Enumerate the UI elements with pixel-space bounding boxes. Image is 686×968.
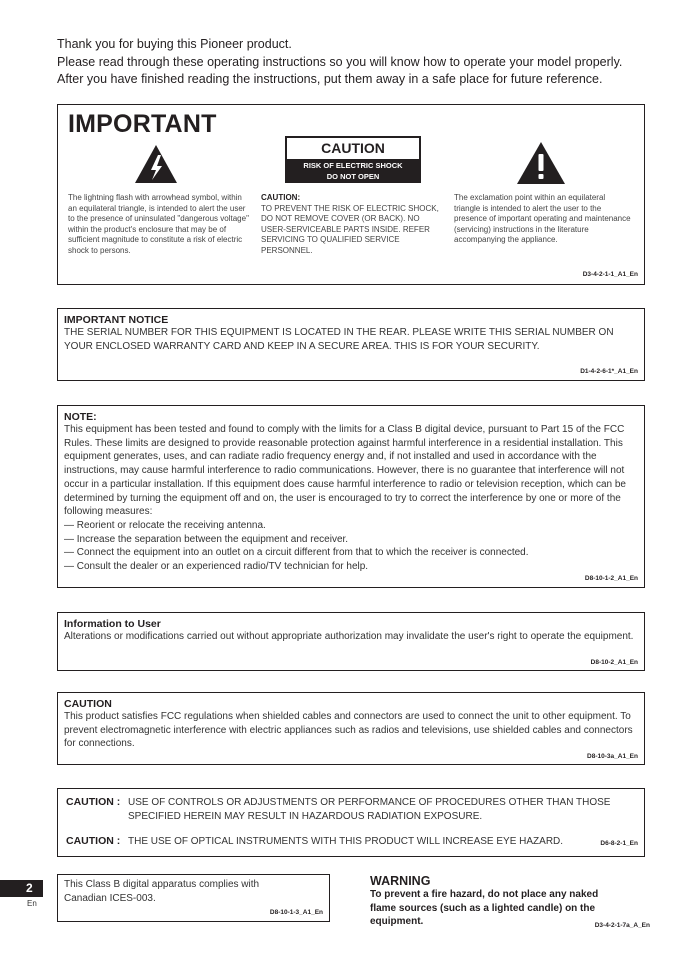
doc-code: D3-4-2-1-1_A1_En (582, 271, 638, 278)
canada-text: This Class B digital apparatus complies with Canadian ICES-003. (64, 879, 260, 904)
lightning-triangle-icon (134, 144, 178, 184)
doc-code: D8-10-1-3_A1_En (269, 909, 323, 916)
intro-line: Thank you for buying this Pioneer product. (57, 37, 292, 51)
info-text: Alterations or modifications carried out without appropriate authorization may invalidate the user's right to operate the equipment. (64, 631, 634, 642)
note-text: This equipment has been tested and found to comply with the limits for a Class B digital device, pursuant to Part 15 of the FCC Rules. These limits are designed to provide reasonable protection against harmful interference in a residential installation. This equipment generates, uses, and can radiate radio frequency energy and, if not installed and used in accordance with the instructions, may cause harmful interference to radio communications. However, there is no guarantee that interference will not occur in a particular installation. If this equipment does cause harmful interference to radio or television reception, which can be determined by turning the equipment off and on, the user is encouraged to try to correct the interference by one or more of the following measures: (64, 424, 626, 518)
caution-box-title: CAUTION (64, 698, 112, 710)
measure-item: — Connect the equipment into an outlet on a circuit different from that to which the receiver is connected. (64, 547, 529, 559)
warning-title: WARNING (370, 874, 431, 888)
info-title: Information to User (64, 618, 161, 630)
laser-caution-box (57, 788, 645, 857)
fire-warning (370, 874, 650, 929)
caution-label-text: CAUTION : (66, 796, 121, 808)
lightning-explanation: The lightning flash with arrowhead symbol, within an equilateral triangle, is intended to alert the user to the presence of uninsulated "dangerous voltage" within the product's enclosure that may be of sufficient magnitude to constitute a risk of electric shock to persons. (68, 193, 249, 255)
measure-item: — Reorient or relocate the receiving antenna. (64, 519, 266, 531)
page-language: En (27, 899, 37, 908)
doc-code: D8-10-2_A1_En (590, 659, 638, 666)
fcc-note-box (57, 405, 645, 588)
intro-line: After you have finished reading the instructions, put them away in a safe place for future reference. (57, 72, 603, 86)
warning-text: To prevent a fire hazard, do not place any naked flame sources (such as a lighted candle) on the equipment. (370, 889, 599, 927)
canada-compliance-box (57, 874, 330, 922)
exclamation-explanation: The exclamation point within an equilateral triangle is intended to alert the user to the presence of important operating and maintenance (servicing) instructions in the literature accompanying the appliance. (454, 193, 631, 244)
caution-box-text: This product satisfies FCC regulations when shielded cables and connectors are used to connect the unit to other equipment. To prevent electromagnetic interference with electric appliances such as radios and televisions, use shielded cables and connectors for connections. (64, 711, 633, 750)
exclamation-triangle-icon (516, 141, 566, 185)
caution-label-warning (287, 159, 419, 183)
notice-text: THE SERIAL NUMBER FOR THIS EQUIPMENT IS LOCATED IN THE REAR. PLEASE WRITE THIS SERIAL NUMBER ON YOUR ENCLOSED WARRANTY CARD AND KEEP IN A SECURE AREA. THIS IS FOR YOUR SECURITY. (64, 327, 614, 352)
intro-line: Please read through these operating instructions so you will know how to operate your model properly. (57, 54, 623, 69)
important-box (57, 104, 645, 285)
caution-row-text: THE USE OF OPTICAL INSTRUMENTS WITH THIS PRODUCT WILL INCREASE EYE HAZARD. (128, 836, 564, 847)
doc-code: D8-10-3a_A1_En (587, 753, 638, 760)
caution-row-text: SPECIFIED HEREIN MAY RESULT IN HAZARDOUS RADIATION EXPOSURE. (128, 811, 483, 822)
caution-label-line: DO NOT OPEN (326, 172, 380, 181)
measure-item: — Consult the dealer or an experienced radio/TV technician for help. (64, 561, 369, 573)
intro-text (57, 36, 657, 89)
information-to-user-box (57, 612, 645, 671)
caution-label-text: CAUTION : (66, 835, 121, 847)
caution-title: CAUTION: (261, 193, 301, 202)
caution-explanation (261, 193, 439, 256)
caution-label-line: RISK OF ELECTRIC SHOCK (303, 161, 403, 170)
important-notice-box (57, 308, 645, 381)
caution-text: TO PREVENT THE RISK OF ELECTRIC SHOCK, DO NOT REMOVE COVER (OR BACK). NO USER-SERVICEABLE PARTS INSIDE. REFER SERVICING TO QUALIFIED SERVICE PERSONNEL. (261, 203, 439, 255)
notice-title: IMPORTANT NOTICE (64, 314, 169, 326)
important-heading: IMPORTANT (68, 110, 217, 138)
doc-code: D6-8-2-1_En (600, 840, 638, 847)
note-title: NOTE: (64, 411, 97, 423)
doc-code: D8-10-1-2_A1_En (584, 575, 638, 582)
doc-code: D3-4-2-1-7a_A_En (594, 921, 650, 929)
page-number: 2 (0, 880, 43, 897)
caution-label (285, 136, 421, 183)
caution-box (57, 692, 645, 765)
doc-code: D1-4-2-6-1*_A1_En (580, 368, 638, 375)
caution-label-title: CAUTION (287, 138, 419, 159)
caution-row-text: USE OF CONTROLS OR ADJUSTMENTS OR PERFORMANCE OF PROCEDURES OTHER THAN THOSE (128, 797, 611, 808)
measure-item: — Increase the separation between the equipment and receiver. (64, 533, 349, 545)
